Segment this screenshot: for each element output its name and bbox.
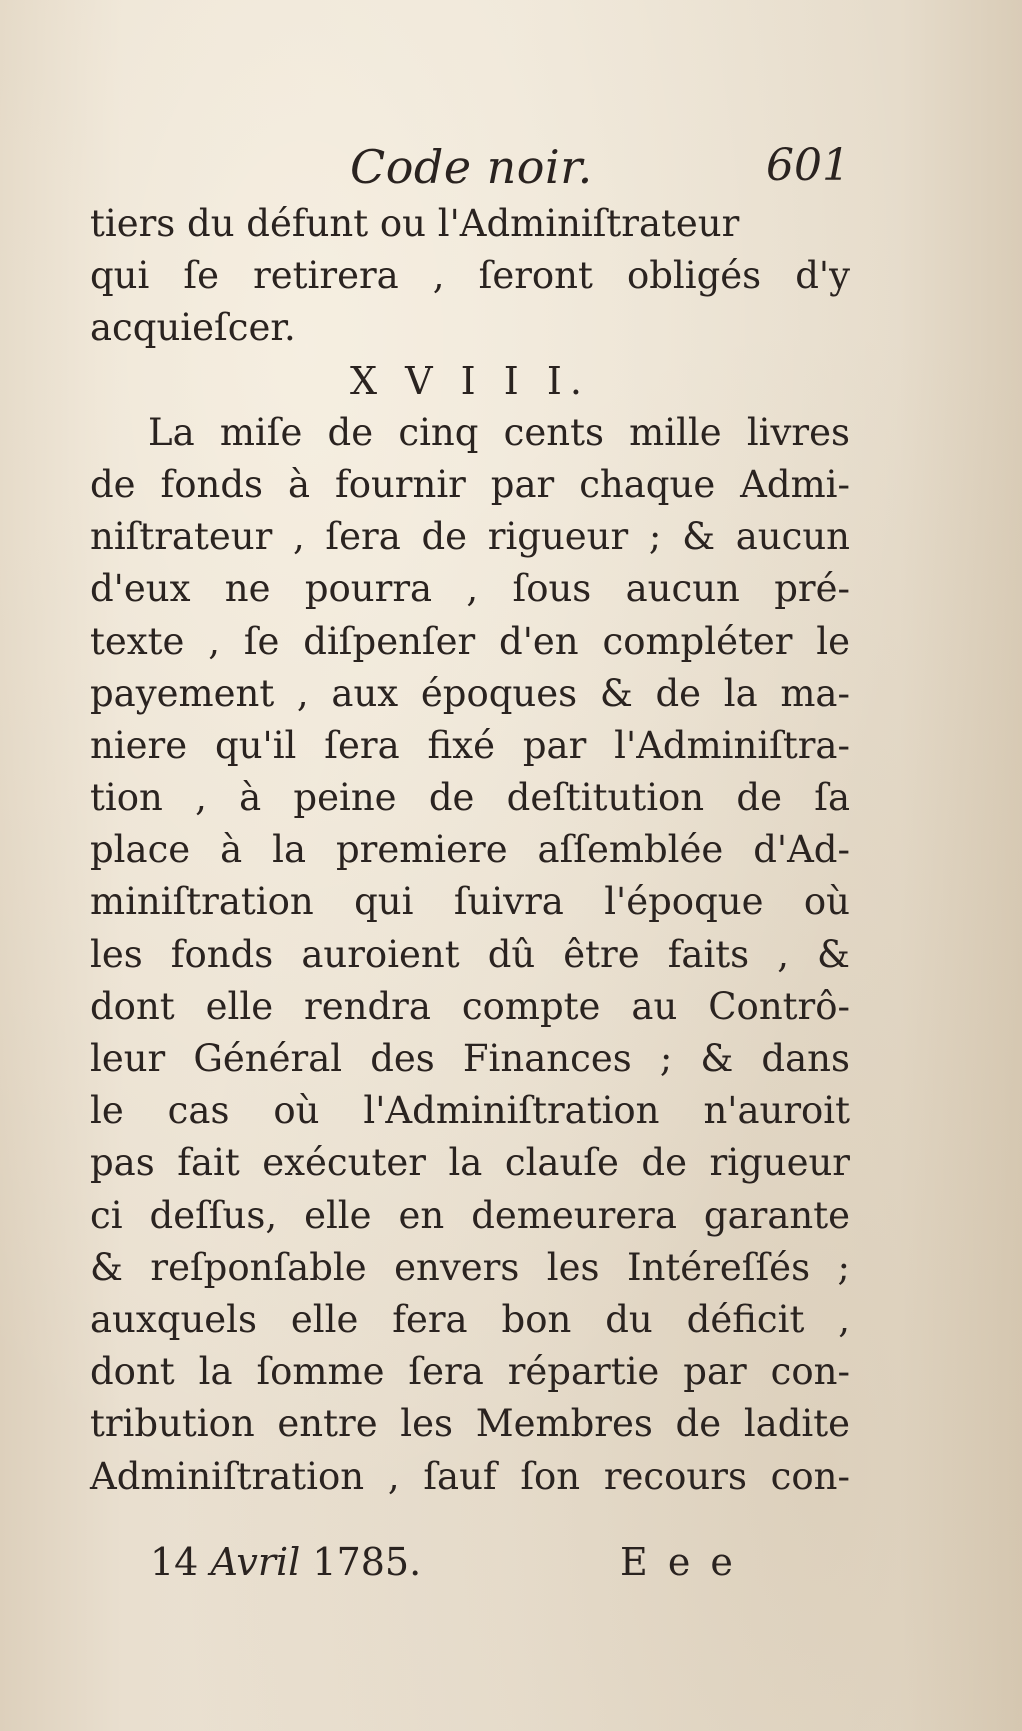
text-line: de fonds à fournir par chaque Admi- (90, 462, 850, 506)
text-line: tiers du défunt ou l'Adminiſtrateur (90, 202, 740, 245)
text-line: dont la ſomme ſera répartie par con- (90, 1350, 850, 1394)
text-line: miniſtration qui ſuivra l'époque où (90, 880, 850, 924)
text-line: pas fait exécuter la clauſe de rigueur (90, 1141, 850, 1185)
footer-date (150, 1540, 421, 1584)
text-line: d'eux ne pourra , ſous aucun pré- (90, 567, 850, 611)
text-line: les fonds auroient dû être faits , & (90, 932, 850, 976)
body-text (90, 198, 850, 1503)
running-title: Code noir. (350, 140, 593, 194)
text-line: La miſe de cinq cents mille livres (148, 410, 850, 454)
text-line: niere qu'il ſera fixé par l'Adminiſtra- (90, 723, 850, 767)
footer-day: 14 (150, 1540, 199, 1584)
text-line: qui ſe retirera , ſeront obligés d'y (90, 254, 850, 298)
page-number: 601 (766, 140, 850, 191)
text-line: tribution entre les Membres de ladite (90, 1402, 850, 1446)
text-line: ci deſſus, elle en demeurera garante (90, 1193, 850, 1237)
page-footer (150, 1540, 750, 1600)
text-line: & reſponſable envers les Intéreſſés ; (90, 1245, 850, 1289)
page-header (90, 140, 850, 200)
article-heading: X V I I I. (350, 358, 590, 403)
text-line: Adminiſtration , ſauf ſon recours con- (90, 1454, 850, 1498)
text-line: tion , à peine de deſtitution de ſa (90, 776, 850, 820)
text-line: acquieſcer. (90, 306, 296, 350)
text-line: dont elle rendra compte au Contrô- (90, 984, 850, 1028)
text-line: place à la premiere aſſemblée d'Ad- (90, 828, 850, 872)
text-line: payement , aux époques & de la ma- (90, 671, 850, 715)
text-line: texte , ſe diſpenſer d'en compléter le (90, 619, 850, 663)
text-line: auxquels elle fera bon du déficit , (90, 1297, 850, 1341)
signature-mark: E e e (620, 1540, 737, 1584)
text-line: niſtrateur , ſera de rigueur ; & aucun (90, 515, 850, 559)
text-line: leur Général des Finances ; & dans (90, 1037, 850, 1080)
text-line: le cas où l'Adminiſtration n'auroit (90, 1089, 850, 1133)
footer-year: 1785. (312, 1540, 422, 1584)
footer-month: Avril (210, 1540, 301, 1584)
